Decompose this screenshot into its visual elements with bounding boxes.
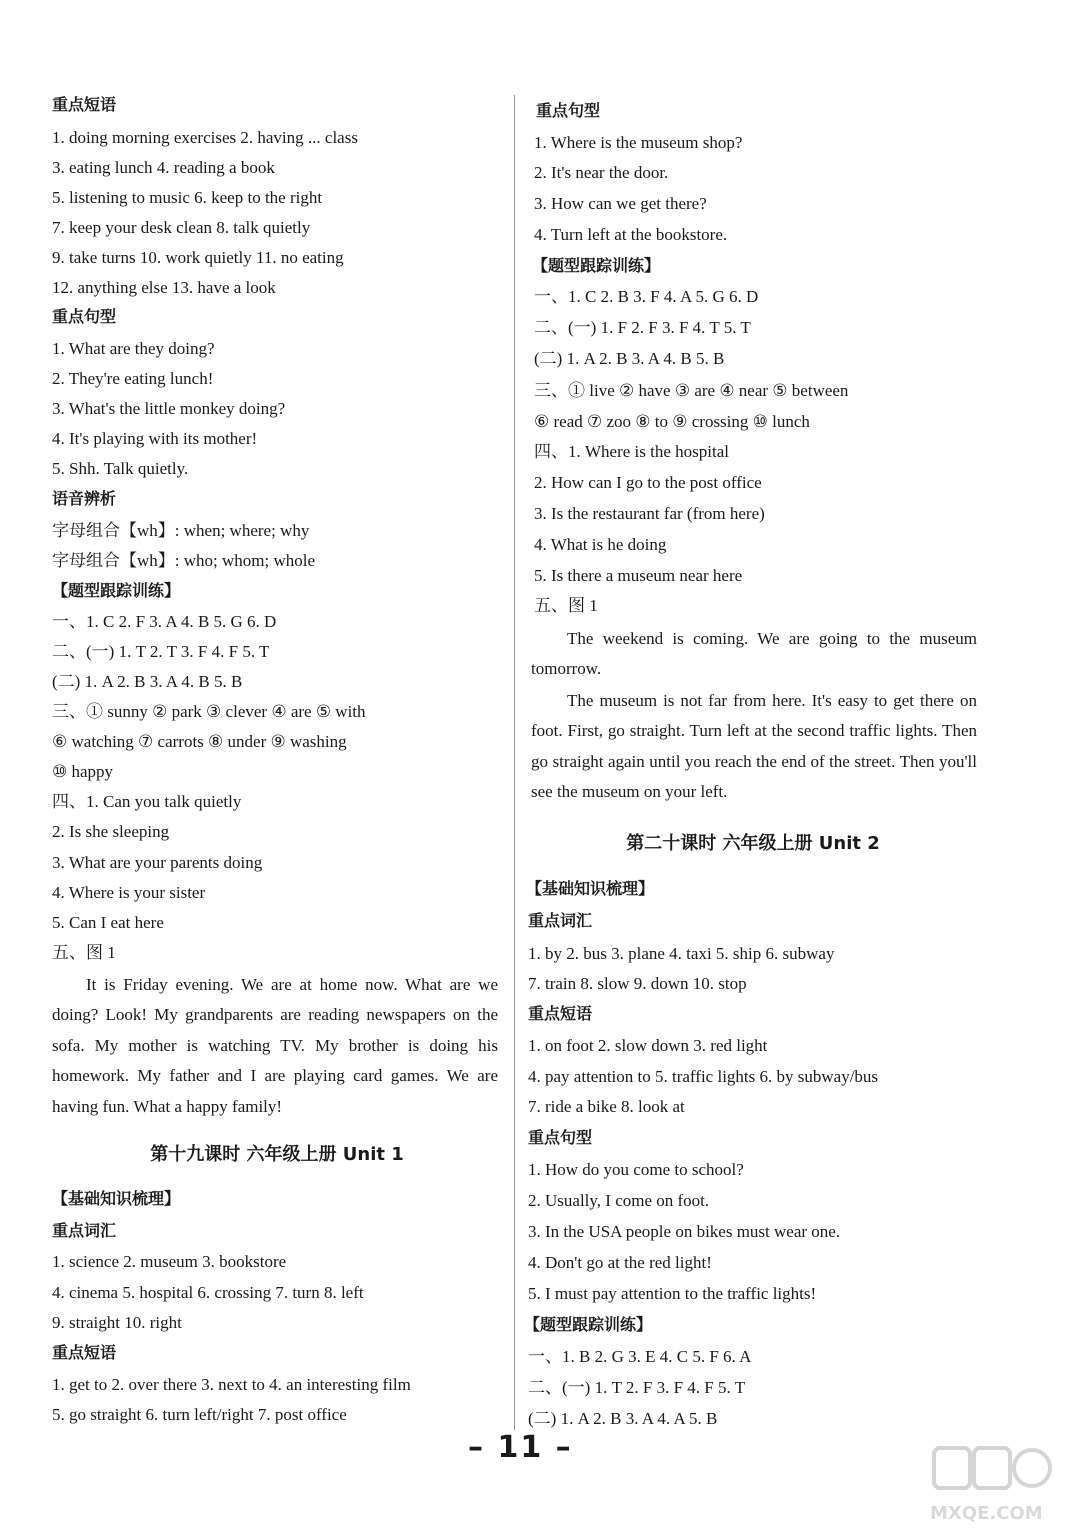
answer-line: 4. What is he doing xyxy=(534,535,667,554)
section-heading: 【基础知识梳理】 xyxy=(52,1189,181,1208)
phrase-line: 7. keep your desk clean 8. talk quietly xyxy=(52,218,311,237)
section-heading: 重点短语 xyxy=(52,1343,117,1362)
answer-line: ⑥ watching ⑦ carrots ⑧ under ⑨ washing xyxy=(52,732,347,751)
answer-line: ⑩ happy xyxy=(52,762,114,781)
answer-line: 二、(一) 1. T 2. F 3. F 4. F 5. T xyxy=(528,1378,746,1397)
phrase-line: 5. listening to music 6. keep to the right xyxy=(52,188,323,207)
lesson-title: 第十九课时 六年级上册 Unit 1 xyxy=(150,1144,404,1165)
answer-line: (二) 1. A 2. B 3. A 4. A 5. B xyxy=(528,1409,718,1428)
lesson-title: 第二十课时 六年级上册 Unit 2 xyxy=(626,833,880,854)
answer-line: ⑥ read ⑦ zoo ⑧ to ⑨ crossing ⑩ lunch xyxy=(534,412,810,431)
phonics-line: 字母组合【wh】: who; whom; whole xyxy=(52,551,316,570)
answer-line: 三、① live ② have ③ are ④ near ⑤ between xyxy=(534,381,849,400)
watermark-icon xyxy=(930,1440,1055,1504)
section-heading: 【题型跟踪训练】 xyxy=(524,1315,653,1334)
section-heading: 【基础知识梳理】 xyxy=(526,879,655,898)
answer-line: 4. Where is your sister xyxy=(52,883,206,902)
sentence-line: 1. Where is the museum shop? xyxy=(534,133,743,152)
phrase-line: 3. eating lunch 4. reading a book xyxy=(52,158,275,177)
section-heading: 重点句型 xyxy=(536,101,601,120)
section-heading: 重点句型 xyxy=(528,1128,593,1147)
section-heading: 重点句型 xyxy=(52,307,117,326)
phrase-line: 9. take turns 10. work quietly 11. no eating xyxy=(52,248,344,267)
answer-line: 五、图 1 xyxy=(52,943,116,962)
answer-line: (二) 1. A 2. B 3. A 4. B 5. B xyxy=(534,349,725,368)
vocab-line: 1. by 2. bus 3. plane 4. taxi 5. ship 6. subway xyxy=(528,944,835,963)
essay-paragraph: The weekend is coming. We are going to the museum tomorrow. xyxy=(531,629,977,679)
answer-line: 四、1. Can you talk quietly xyxy=(52,792,242,811)
section-heading: 重点词汇 xyxy=(52,1221,117,1240)
answer-line: 二、(一) 1. F 2. F 3. F 4. T 5. T xyxy=(534,318,751,337)
section-heading: 语音辨析 xyxy=(52,489,117,508)
section-heading: 重点词汇 xyxy=(528,911,593,930)
sentence-line: 5. I must pay attention to the traffic lights! xyxy=(528,1284,817,1303)
sentence-line: 2. They're eating lunch! xyxy=(52,369,214,388)
sentence-line: 3. How can we get there? xyxy=(534,194,707,213)
sentence-line: 4. It's playing with its mother! xyxy=(52,429,258,448)
answer-line: 3. Is the restaurant far (from here) xyxy=(534,504,765,523)
sentence-line: 5. Shh. Talk quietly. xyxy=(52,459,189,478)
section-heading: 重点短语 xyxy=(52,95,117,114)
sentence-line: 2. Usually, I come on foot. xyxy=(528,1191,710,1210)
answer-line: 5. Can I eat here xyxy=(52,913,164,932)
answer-line: 一、1. B 2. G 3. E 4. C 5. F 6. A xyxy=(528,1347,752,1366)
answer-line: 3. What are your parents doing xyxy=(52,853,263,872)
sentence-line: 2. It's near the door. xyxy=(534,163,669,182)
section-heading: 【题型跟踪训练】 xyxy=(52,581,181,600)
phrase-line: 5. go straight 6. turn left/right 7. post office xyxy=(52,1405,347,1424)
vocab-line: 4. cinema 5. hospital 6. crossing 7. turn 8. left xyxy=(52,1283,364,1302)
section-heading: 【题型跟踪训练】 xyxy=(532,256,661,275)
answer-line: (二) 1. A 2. B 3. A 4. B 5. B xyxy=(52,672,243,691)
phrase-line: 1. doing morning exercises 2. having ... class xyxy=(52,128,358,147)
sentence-line: 1. What are they doing? xyxy=(52,339,215,358)
essay-paragraph: It is Friday evening. We are at home now. What are we doing? Look! My grandparents are reading newspapers on the sofa. My mother is watching TV. My brother is doing his homework. My father and I are playing card games. We are having fun. What a happy family! xyxy=(52,975,498,1116)
answer-line: 一、1. C 2. F 3. A 4. B 5. G 6. D xyxy=(52,612,277,631)
sentence-line: 3. In the USA people on bikes must wear one. xyxy=(528,1222,841,1241)
answer-line: 二、(一) 1. T 2. T 3. F 4. F 5. T xyxy=(52,642,270,661)
sentence-line: 3. What's the little monkey doing? xyxy=(52,399,286,418)
vocab-line: 1. science 2. museum 3. bookstore xyxy=(52,1252,287,1271)
sentence-line: 1. How do you come to school? xyxy=(528,1160,744,1179)
phrase-line: 1. get to 2. over there 3. next to 4. an interesting film xyxy=(52,1375,411,1394)
phrase-line: 1. on foot 2. slow down 3. red light xyxy=(528,1036,768,1055)
phrase-line: 7. ride a bike 8. look at xyxy=(528,1097,685,1116)
watermark-text: MXQE.COM xyxy=(930,1503,1043,1524)
answer-line: 四、1. Where is the hospital xyxy=(534,442,729,461)
sentence-line: 4. Don't go at the red light! xyxy=(528,1253,712,1272)
phrase-line: 12. anything else 13. have a look xyxy=(52,278,276,297)
answer-line: 三、① sunny ② park ③ clever ④ are ⑤ with xyxy=(52,702,366,721)
answer-line: 5. Is there a museum near here xyxy=(534,566,743,585)
watermark-logo xyxy=(930,1440,1055,1526)
vocab-line: 7. train 8. slow 9. down 10. stop xyxy=(528,974,747,993)
phonics-line: 字母组合【wh】: when; where; why xyxy=(52,521,310,540)
phrase-line: 4. pay attention to 5. traffic lights 6. by subway/bus xyxy=(528,1067,879,1086)
answer-line: 2. How can I go to the post office xyxy=(534,473,762,492)
answer-line: 2. Is she sleeping xyxy=(52,822,170,841)
essay-paragraph: The museum is not far from here. It's easy to get there on foot. First, go straight. Turn left at the second traffic lights. Then go straight again until you reach the end of the street. Then you'll see the museum on your left. xyxy=(531,691,977,802)
page-number: – 11 – xyxy=(468,1430,573,1465)
answer-line: 一、1. C 2. B 3. F 4. A 5. G 6. D xyxy=(534,287,759,306)
column-divider xyxy=(514,95,515,1430)
section-heading: 重点短语 xyxy=(528,1004,593,1023)
answer-line: 五、图 1 xyxy=(534,596,598,615)
sentence-line: 4. Turn left at the bookstore. xyxy=(534,225,728,244)
vocab-line: 9. straight 10. right xyxy=(52,1313,182,1332)
